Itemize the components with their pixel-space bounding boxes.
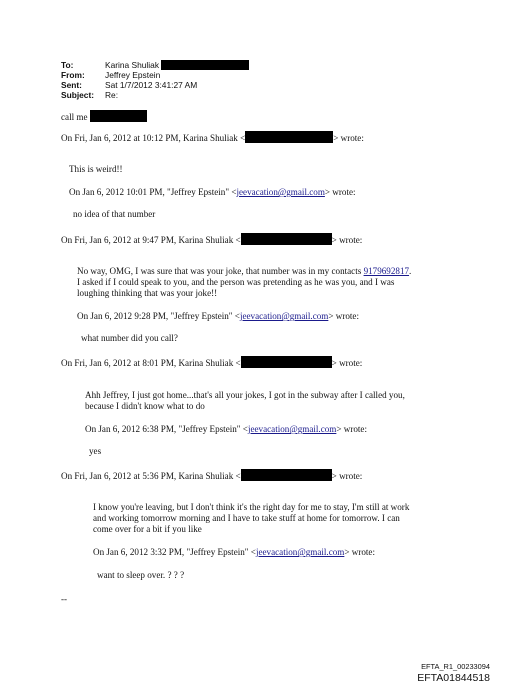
quote-header <box>93 547 375 558</box>
quote-text: no idea of that number <box>73 209 156 219</box>
quote-line: come over for a bit if you like <box>93 524 202 534</box>
email-link[interactable]: jeevacation@gmail.com <box>239 311 329 321</box>
quote-line: and working tomorrow morning and I have to take stuff at home for tomorrow. I can <box>93 513 400 523</box>
quote-line: I asked if I could speak to you, and the person was pretending as he was you, and I was <box>77 277 395 287</box>
email-link[interactable]: jeevacation@gmail.com <box>247 424 337 434</box>
quote-header <box>61 469 362 482</box>
bates-number: EFTA01844518 <box>417 672 490 684</box>
from-row <box>61 70 160 80</box>
from-label: From: <box>61 70 85 80</box>
subject-row <box>61 90 118 100</box>
quote-header <box>61 233 362 246</box>
quote-intro: On Fri, Jan 6, 2012 at 10:12 PM, Karina Shuliak < <box>61 133 246 143</box>
quote-intro: On Jan 6, 2012 10:01 PM, "Jeffrey Epstein" < <box>69 187 237 197</box>
quote-tail: > wrote: <box>344 547 375 557</box>
quote-header <box>61 131 364 144</box>
sent-label: Sent: <box>61 80 82 90</box>
quote-intro: On Jan 6, 2012 3:32 PM, "Jeffrey Epstein" < <box>93 547 256 557</box>
quote-header <box>69 187 356 198</box>
quote-tail: > wrote: <box>333 133 364 143</box>
quote-text: what number did you call? <box>81 333 178 343</box>
quote-line <box>77 266 411 277</box>
from-value: Jeffrey Epstein <box>105 70 161 80</box>
quote-intro: On Fri, Jan 6, 2012 at 9:47 PM, Karina Shuliak < <box>61 235 241 245</box>
quote-intro: On Fri, Jan 6, 2012 at 5:36 PM, Karina Shuliak < <box>61 471 241 481</box>
redaction <box>90 110 147 122</box>
to-label: To: <box>61 60 74 70</box>
subject-label: Subject: <box>61 90 95 100</box>
quote-text: yes <box>89 446 102 456</box>
to-row <box>61 60 249 70</box>
quote-header <box>61 356 362 369</box>
sent-row <box>61 80 197 90</box>
quote-tail: > wrote: <box>336 424 367 434</box>
quote-tail: > wrote: <box>331 471 363 481</box>
quote-line: loughing thinking that was your joke!! <box>77 288 218 298</box>
bates-number-small: EFTA_R1_00233094 <box>421 662 490 671</box>
quote-intro: On Jan 6, 2012 6:38 PM, "Jeffrey Epstein" < <box>85 424 248 434</box>
quote-text: This is weird!! <box>69 164 123 174</box>
redaction <box>241 356 332 368</box>
quote-header <box>77 311 359 322</box>
quote-tail: > wrote: <box>328 311 359 321</box>
subject-value: Re: <box>105 90 119 100</box>
quote-line-text: No way, OMG, I was sure that was your joke, that number was in my contacts <box>77 266 364 276</box>
quote-header <box>85 424 367 435</box>
phone-link[interactable]: 9179692817 <box>363 266 410 276</box>
quote-intro: On Fri, Jan 6, 2012 at 8:01 PM, Karina Shuliak < <box>61 358 241 368</box>
quote-intro: On Jan 6, 2012 9:28 PM, "Jeffrey Epstein" < <box>77 311 240 321</box>
email-link[interactable]: jeevacation@gmail.com <box>255 547 345 557</box>
call-me-text: call me <box>61 112 88 122</box>
sent-value: Sat 1/7/2012 3:41:27 AM <box>105 80 198 90</box>
quote-tail: > wrote: <box>331 235 363 245</box>
quote-line-punct: . <box>409 266 412 276</box>
quote-tail: > wrote: <box>331 358 363 368</box>
redaction <box>245 131 333 143</box>
quote-tail: > wrote: <box>324 187 356 197</box>
redaction <box>241 233 332 245</box>
signature-separator: -- <box>61 594 68 604</box>
quote-line: because I didn't know what to do <box>85 401 205 411</box>
quote-line: I know you're leaving, but I don't think it's the right day for me to stay, I'm still at work <box>93 502 410 512</box>
email-link[interactable]: jeevacation@gmail.com <box>236 187 325 197</box>
to-value: Karina Shuliak <box>105 60 160 70</box>
quote-text: want to sleep over. ? ? ? <box>97 570 185 580</box>
call-me-line <box>61 110 147 123</box>
redaction <box>241 469 332 481</box>
quote-line: Ahh Jeffrey, I just got home...that's all your jokes, I got in the subway after I called you, <box>85 390 405 400</box>
redaction <box>161 60 249 70</box>
